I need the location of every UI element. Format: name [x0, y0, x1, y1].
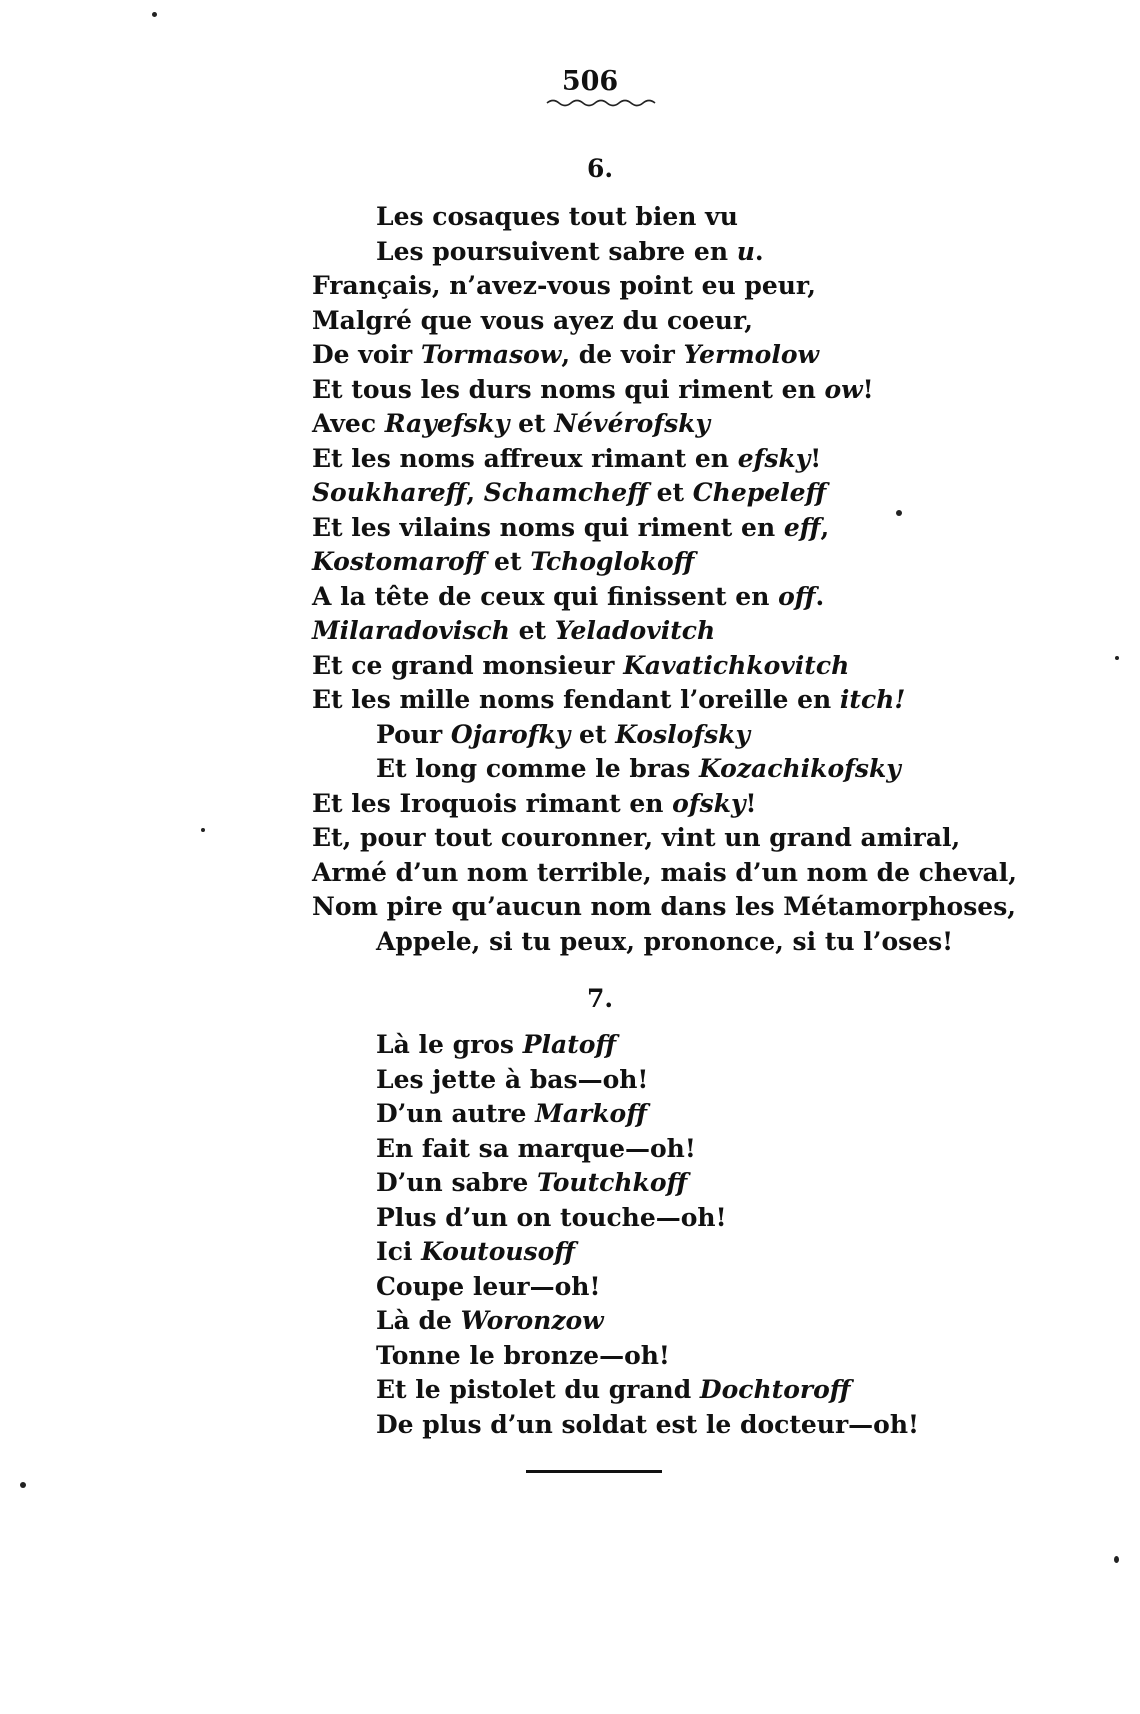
line-text: , de voir [561, 340, 684, 369]
poem-line [376, 1132, 919, 1167]
line-text: A la tête de ceux qui finissent en [312, 581, 779, 611]
print-speck [1114, 1556, 1119, 1563]
poem-line [312, 338, 1017, 373]
poem-line [376, 1201, 919, 1236]
line-text: De plus d’un soldat est le docteur—oh! [376, 1409, 919, 1439]
line-text: , [820, 512, 830, 542]
print-speck [1115, 656, 1119, 660]
poem-line [376, 1063, 919, 1098]
page-number: 506 [561, 66, 619, 97]
line-text: Tonne le bronze—oh! [376, 1340, 670, 1370]
page-number-ornament [545, 96, 665, 110]
line-text: et [570, 719, 616, 749]
line-text: Les jette à bas—oh! [376, 1064, 649, 1094]
poem-line [312, 580, 1017, 615]
poem-line [312, 545, 1017, 580]
line-text: ! [862, 374, 874, 404]
print-speck [896, 510, 902, 516]
poem-line [312, 373, 1017, 408]
poem-line [312, 235, 1017, 270]
line-text: Les cosaques tout bien vu [376, 202, 738, 231]
print-speck [201, 828, 205, 832]
poem-line [376, 1235, 919, 1270]
line-text: D’un sabre [376, 1168, 537, 1197]
russian-name: Kavatichkovitch [623, 650, 850, 680]
line-text: Malgré que vous ayez du coeur, [312, 305, 753, 335]
print-speck [20, 1482, 26, 1488]
poem-line [376, 1097, 919, 1132]
line-text: Là le gros [376, 1030, 523, 1059]
line-text: Et les Iroquois rimant en [312, 788, 673, 818]
poem-line [312, 718, 1017, 753]
russian-name: Milaradovisch [312, 616, 510, 645]
russian-name: eff [783, 512, 821, 542]
line-text: Avec [312, 409, 385, 438]
russian-name: Markoff [535, 1099, 647, 1128]
poem-line [312, 304, 1017, 339]
poem-line [312, 856, 1017, 891]
russian-name: Schamcheff [483, 478, 648, 507]
line-text: . [754, 236, 764, 266]
line-text: et [509, 616, 555, 645]
russian-name: Platoff [522, 1030, 617, 1059]
line-text: De voir [312, 340, 421, 369]
line-text: Les poursuivent sabre en [376, 236, 737, 266]
poem-line [376, 1028, 919, 1063]
line-text: Et les vilains noms qui riment en [312, 512, 784, 542]
poem-line [312, 442, 1017, 477]
poem-line [312, 476, 1017, 511]
line-text: Pour [376, 719, 451, 749]
line-text: ! [810, 443, 822, 473]
russian-name: Soukhareff [312, 478, 467, 507]
line-text: Et tous les durs noms qui riment en [312, 374, 825, 404]
russian-name: Ojarofky [450, 719, 571, 749]
poem-line [312, 752, 1017, 787]
line-text: Et ce grand monsieur [312, 650, 624, 680]
poem-line [312, 787, 1017, 822]
line-text: et [485, 547, 531, 576]
line-text: , [466, 478, 484, 507]
line-text: Et les noms affreux rimant en [312, 443, 738, 473]
line-text: Et, pour tout couronner, vint un grand amiral, [312, 823, 961, 852]
russian-name: Chepeleff [692, 478, 827, 507]
russian-name: Yeladovitch [554, 616, 716, 645]
russian-name: Névérofsky [554, 409, 711, 438]
line-text: et [509, 409, 555, 438]
line-text: . [815, 581, 825, 611]
poem-line [312, 407, 1017, 442]
line-text: Et les mille noms fendant l’oreille en [312, 685, 840, 714]
line-text: Nom pire qu’aucun nom dans les Métamorphoses, [312, 892, 1016, 921]
line-text: Armé d’un nom terrible, mais d’un nom de cheval, [312, 857, 1017, 887]
poem-line [312, 269, 1017, 304]
russian-name: Koslofsky [615, 719, 750, 749]
line-text: Français, n’avez-vous point eu peur, [312, 271, 816, 300]
russian-name: off [778, 581, 816, 611]
line-text: et [647, 478, 693, 507]
russian-name: Toutchkoff [536, 1168, 688, 1197]
poem-line [312, 821, 1017, 856]
stanza-number-7: 7. [586, 984, 614, 1013]
poem-line [312, 925, 1017, 960]
line-text: Plus d’un on touche—oh! [376, 1202, 727, 1232]
poem-line [312, 614, 1017, 649]
poem-line [312, 649, 1017, 684]
line-text: Et long comme le bras [376, 754, 699, 783]
line-text: Là de [376, 1306, 461, 1335]
line-text: En fait sa marque—oh! [376, 1133, 696, 1163]
line-text: Et le pistolet du grand [376, 1375, 700, 1404]
russian-name: Dochtoroff [699, 1375, 851, 1404]
line-text: ! [745, 788, 757, 818]
russian-name: Rayefsky [384, 409, 510, 438]
russian-name: Yermolow [683, 340, 820, 369]
line-text: Ici [376, 1237, 422, 1266]
russian-name: Tormasow [420, 340, 562, 369]
poem-line [376, 1166, 919, 1201]
poem-line [312, 890, 1017, 925]
russian-name: ow [824, 374, 863, 404]
poem-line [376, 1408, 919, 1443]
end-divider [526, 1470, 662, 1473]
russian-name: Tchoglokoff [530, 547, 695, 576]
poem-line [376, 1304, 919, 1339]
stanza-7 [376, 1028, 919, 1442]
russian-name: Koutousoff [421, 1237, 575, 1266]
russian-name: itch! [839, 685, 906, 714]
russian-name: Kostomaroff [312, 547, 486, 576]
russian-name: ofsky [672, 788, 746, 818]
poem-line [376, 1270, 919, 1305]
poem-line [376, 1373, 919, 1408]
line-text: Appele, si tu peux, prononce, si tu l’oses! [376, 926, 954, 956]
print-speck [152, 12, 157, 17]
stanza-6 [312, 200, 1017, 959]
line-text: Coupe leur—oh! [376, 1271, 601, 1301]
russian-name: u [736, 236, 755, 266]
poem-line [312, 200, 1017, 235]
russian-name: Kozachikofsky [699, 754, 901, 783]
russian-name: Woronzow [460, 1306, 604, 1335]
line-text: D’un autre [376, 1099, 536, 1128]
stanza-number-6: 6. [586, 154, 614, 183]
russian-name: efsky [737, 443, 811, 473]
poem-line [312, 683, 1017, 718]
poem-line [312, 511, 1017, 546]
poem-line [376, 1339, 919, 1374]
